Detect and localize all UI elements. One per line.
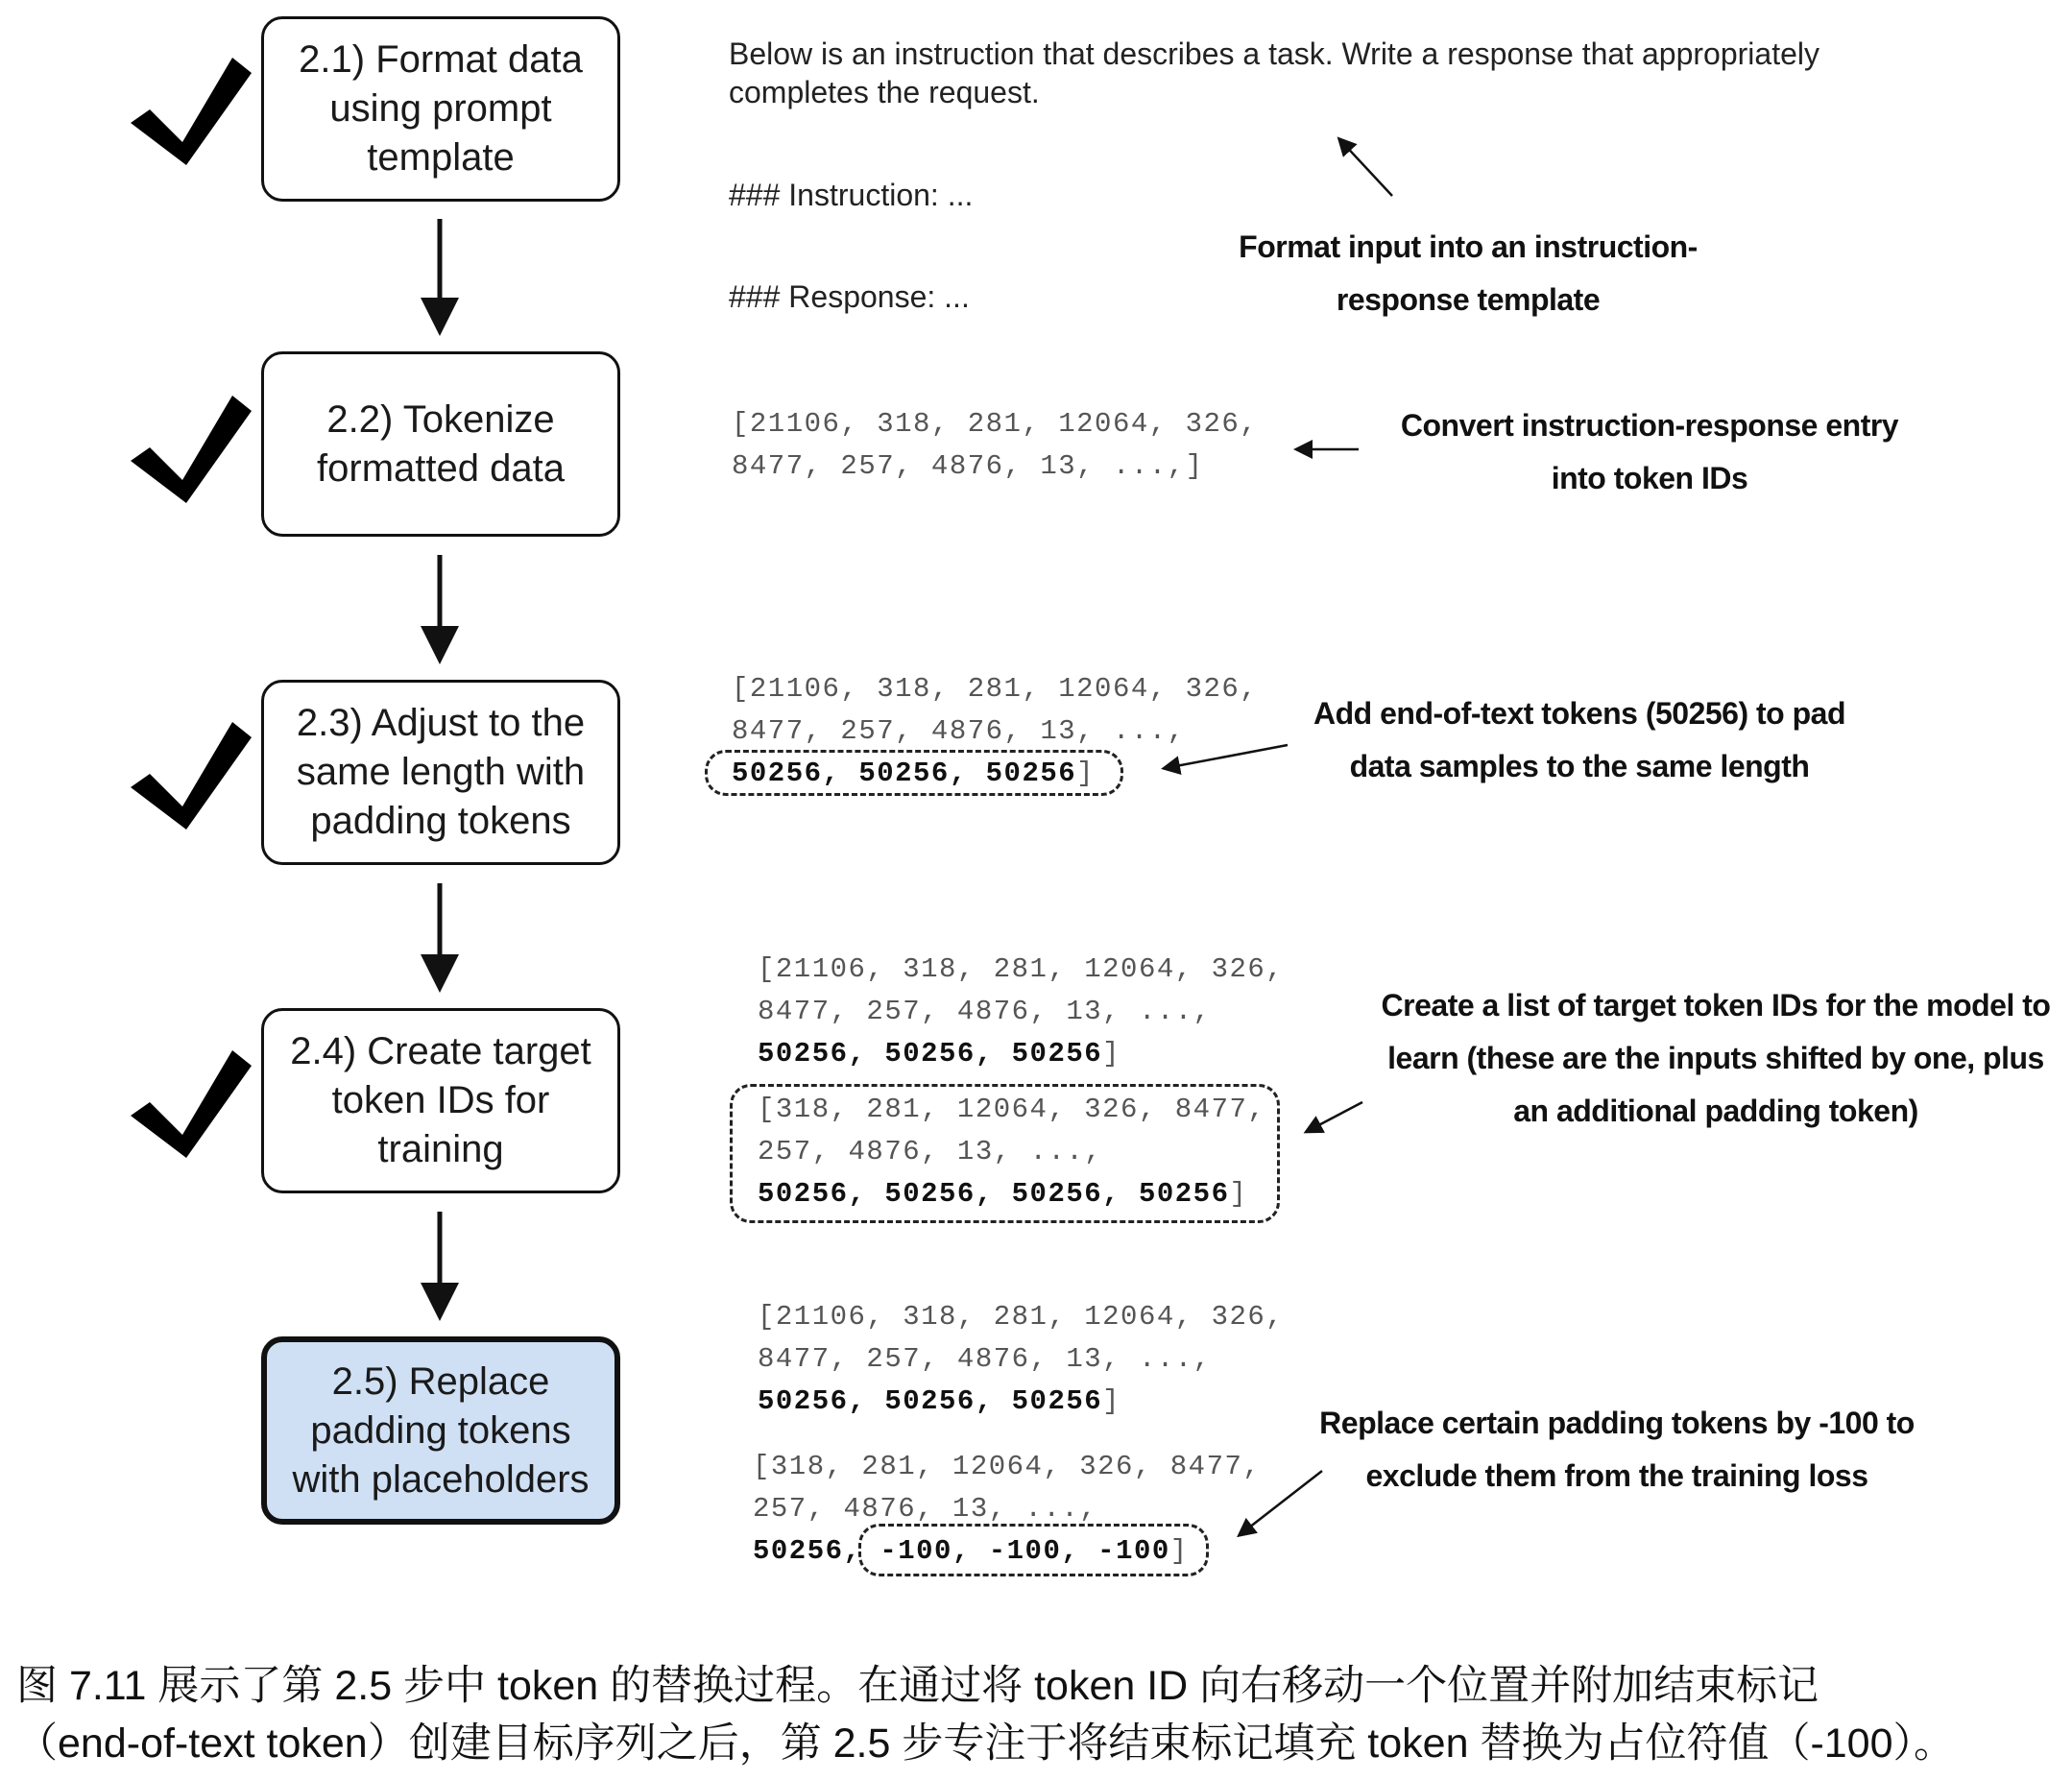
bracket: ]: [1169, 1535, 1189, 1567]
step-label: same length with: [296, 751, 586, 793]
code-line: [21106, 318, 281, 12064, 326,: [732, 673, 1259, 705]
code-line: [318, 281, 12064, 326, 8477,: [753, 1451, 1262, 1482]
instruction-heading: ### Instruction: ...: [729, 178, 974, 212]
step-label: formatted data: [317, 446, 565, 490]
template-line: Below is an instruction that describes a task. Write a response that appropriately: [729, 36, 1819, 71]
tokenized-ids: [732, 403, 1258, 488]
step-2-4-box: [261, 1008, 620, 1193]
checkmarks: [131, 58, 252, 1158]
step-label: template: [367, 136, 515, 179]
figure-caption: [16, 1657, 1955, 1772]
arrow-icon: [1308, 1102, 1362, 1131]
note-line: Replace certain padding tokens by -100 to: [1319, 1406, 1915, 1440]
input-ids: [758, 949, 1284, 1075]
dashed-highlight: [730, 1084, 1280, 1223]
step-label: 2.2) Tokenize: [326, 397, 555, 441]
code-line: [21106, 318, 281, 12064, 326,: [758, 953, 1285, 985]
note-line: exclude them from the training loss: [1365, 1458, 1868, 1493]
step-label: token IDs for: [331, 1079, 550, 1121]
step-label: 2.4) Create target: [290, 1030, 591, 1072]
prompt-template-text: [729, 35, 1819, 111]
arrow-icon: [1340, 140, 1392, 196]
note-line: Create a list of target token IDs for the model to: [1381, 988, 2051, 1022]
note-line: into token IDs: [1551, 461, 1748, 495]
note-pad: [1313, 687, 1845, 793]
note-line: learn (these are the inputs shifted by one, plus: [1387, 1041, 2044, 1075]
caption-line: 图 7.11 展示了第 2.5 步中 token 的替换过程。在通过将 token ID 向右移动一个位置并附加结束标记: [16, 1663, 1819, 1709]
template-line: completes the request.: [729, 75, 1040, 109]
step-label: padding tokens: [310, 800, 571, 842]
code-line: [21106, 318, 281, 12064, 326,: [732, 408, 1259, 440]
step-2-3-box: [261, 680, 620, 865]
checkmark-icon: [131, 722, 252, 830]
bracket: ]: [1102, 1385, 1121, 1417]
code-line: [758, 1381, 1284, 1423]
checkmark-icon: [131, 58, 252, 165]
note-targets: [1382, 979, 2051, 1138]
dashed-highlight: [705, 750, 1123, 796]
bracket: ]: [1229, 1178, 1248, 1210]
step-label: training: [377, 1128, 504, 1170]
code-line: 8477, 257, 4876, 13, ...,]: [732, 450, 1204, 482]
note-tokenize: [1401, 399, 1898, 505]
caption-line: （end-of-text token）创建目标序列之后，第 2.5 步专注于将结束标记填充 token 替换为占位符值（-100）。: [16, 1720, 1956, 1767]
checkmark-icon: [131, 1050, 252, 1158]
step-label: 2.1) Format data: [299, 38, 583, 81]
padding-tokens: 50256,: [753, 1535, 862, 1567]
step-2-2-box: [261, 351, 620, 537]
code-line: 8477, 257, 4876, 13, ...,: [758, 996, 1212, 1027]
placeholder-tokens: -100, -100, -100: [879, 1535, 1170, 1567]
code-line: [21106, 318, 281, 12064, 326,: [758, 1301, 1285, 1333]
bracket: ]: [1076, 758, 1096, 789]
step-label: padding tokens: [310, 1408, 571, 1452]
step-label: 2.3) Adjust to the: [296, 702, 586, 744]
code-line: 257, 4876, 13, ...,: [758, 1136, 1103, 1167]
code-line: 8477, 257, 4876, 13, ...,: [732, 715, 1186, 747]
padding-tokens: 50256, 50256, 50256: [758, 1038, 1103, 1070]
note-line: response template: [1336, 282, 1601, 317]
note-line: Format input into an instruction-: [1239, 229, 1698, 264]
step-2-5-box-highlighted: [261, 1336, 620, 1525]
dashed-highlight: [858, 1524, 1209, 1576]
input-ids-2: [758, 1296, 1284, 1423]
code-line: [318, 281, 12064, 326, 8477,: [758, 1094, 1266, 1125]
response-heading: ### Response: ...: [729, 279, 970, 314]
code-line: [758, 1033, 1284, 1075]
note-replace: [1319, 1397, 1915, 1503]
note-format: [1239, 221, 1698, 326]
bracket: ]: [1102, 1038, 1121, 1070]
padding-tokens: 50256, 50256, 50256: [758, 1385, 1103, 1417]
note-line: data samples to the same length: [1349, 749, 1810, 783]
note-line: Convert instruction-response entry: [1400, 408, 1899, 443]
note-line: Add end-of-text tokens (50256) to pad: [1313, 696, 1845, 731]
code-line: 257, 4876, 13, ...,: [753, 1493, 1098, 1525]
checkmark-icon: [131, 396, 252, 503]
step-label: with placeholders: [292, 1457, 590, 1501]
note-line: an additional padding token): [1513, 1094, 1918, 1128]
code-line: 8477, 257, 4876, 13, ...,: [758, 1343, 1212, 1375]
step-label: using prompt: [329, 87, 552, 130]
step-2-1-box: [261, 16, 620, 202]
padding-tokens: 50256, 50256, 50256, 50256: [758, 1178, 1230, 1210]
step-label: 2.5) Replace: [331, 1359, 550, 1403]
padding-tokens: 50256, 50256, 50256: [732, 758, 1077, 789]
